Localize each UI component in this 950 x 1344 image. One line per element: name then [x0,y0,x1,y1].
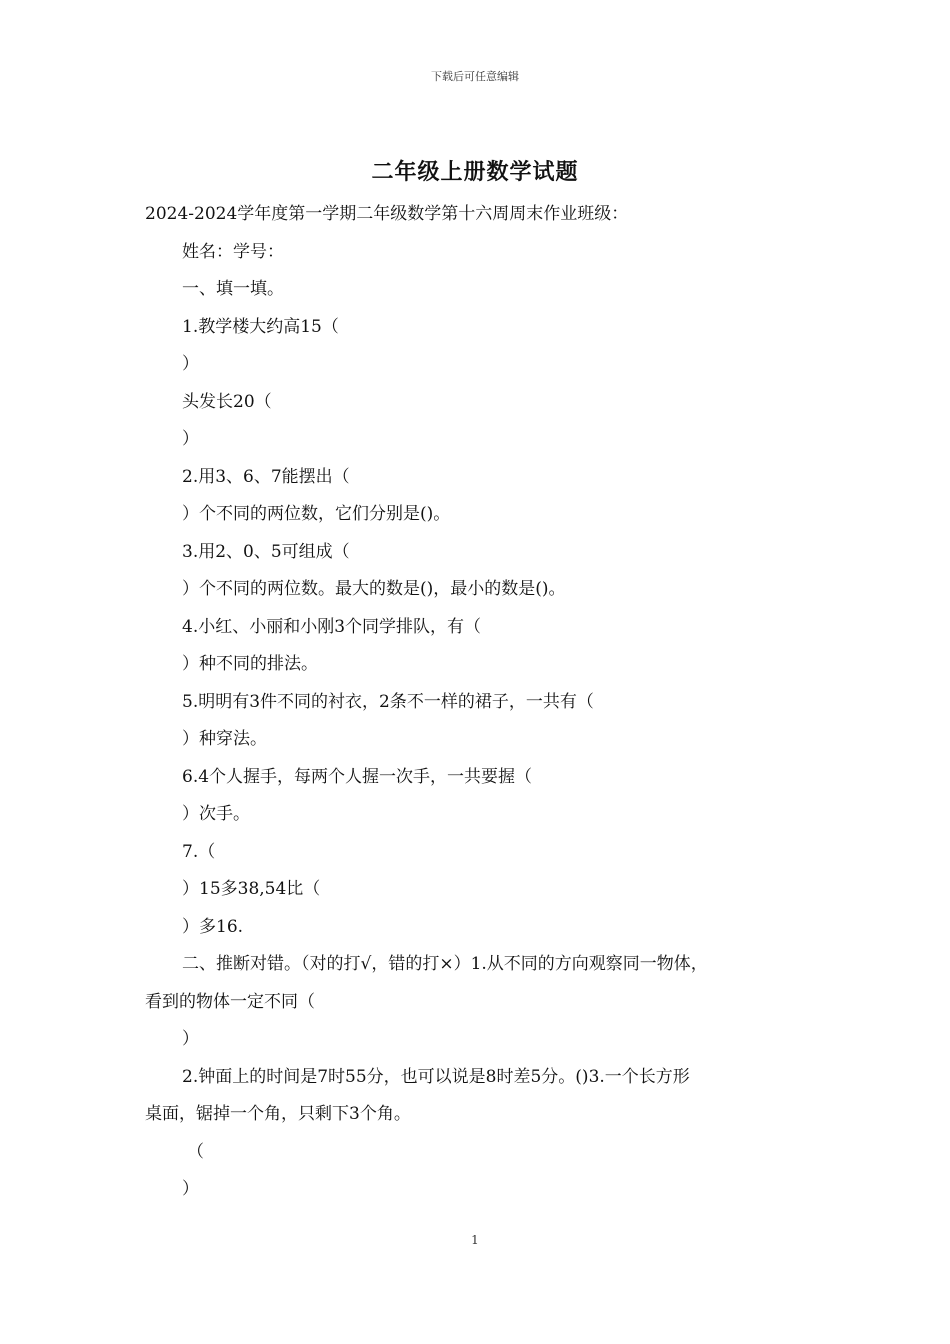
question-line: ） [182,1029,199,1049]
text-line: 2024-2024学年度第一学期二年级数学第十六周周末作业班级： [145,204,629,224]
question-line: ）种不同的排法。 [182,654,318,674]
question-line: 6.4个人握手，每两个人握一次手，一共要握（ [182,766,533,787]
question-line: ） [182,429,199,449]
section-heading: 一、填一填。 [182,279,284,299]
question-line: 桌面，锯掉一个角，只剩下3个角。 [145,1104,411,1124]
document-body [145,196,810,1209]
question-line: 4.小红、小丽和小刚3个同学排队，有（ [182,616,482,637]
question-line: ） [182,354,199,374]
header-note: 下载后可任意编辑 [431,70,519,83]
document-title: 二年级上册数学试题 [371,159,579,185]
question-line: ） [182,1179,199,1199]
question-line: ）种穿法。 [182,729,267,749]
question-line: ）次手。 [182,804,250,824]
section-heading: 二、推断对错。（对的打√，错的打×）1.从不同的方向观察同一物体， [182,954,708,974]
question-line: 2.钟面上的时间是7时55分，也可以说是8时差5分。()3.一个长方形 [182,1066,690,1087]
question-line: 2.用3、6、7能摆出（ [182,466,350,487]
question-line: 头发长20（ [182,391,272,412]
question-line: 5.明明有3件不同的衬衣，2条不一样的裙子，一共有（ [182,691,594,712]
text-line: 姓名：学号： [182,241,284,262]
page-number: 1 [471,1233,479,1247]
question-line: ）个不同的两位数。最大的数是()，最小的数是()。 [182,579,566,599]
question-line: 看到的物体一定不同（ [145,991,315,1012]
question-line: ）多16. [182,916,244,937]
question-line: ）15多38,54比（ [182,879,321,899]
question-line: 3.用2、0、5可组成（ [182,541,350,562]
question-line: （ [187,1141,204,1162]
question-line: 7.（ [182,841,216,862]
question-line: ）个不同的两位数，它们分别是()。 [182,504,451,524]
question-line: 1.教学楼大约高15（ [182,316,339,337]
